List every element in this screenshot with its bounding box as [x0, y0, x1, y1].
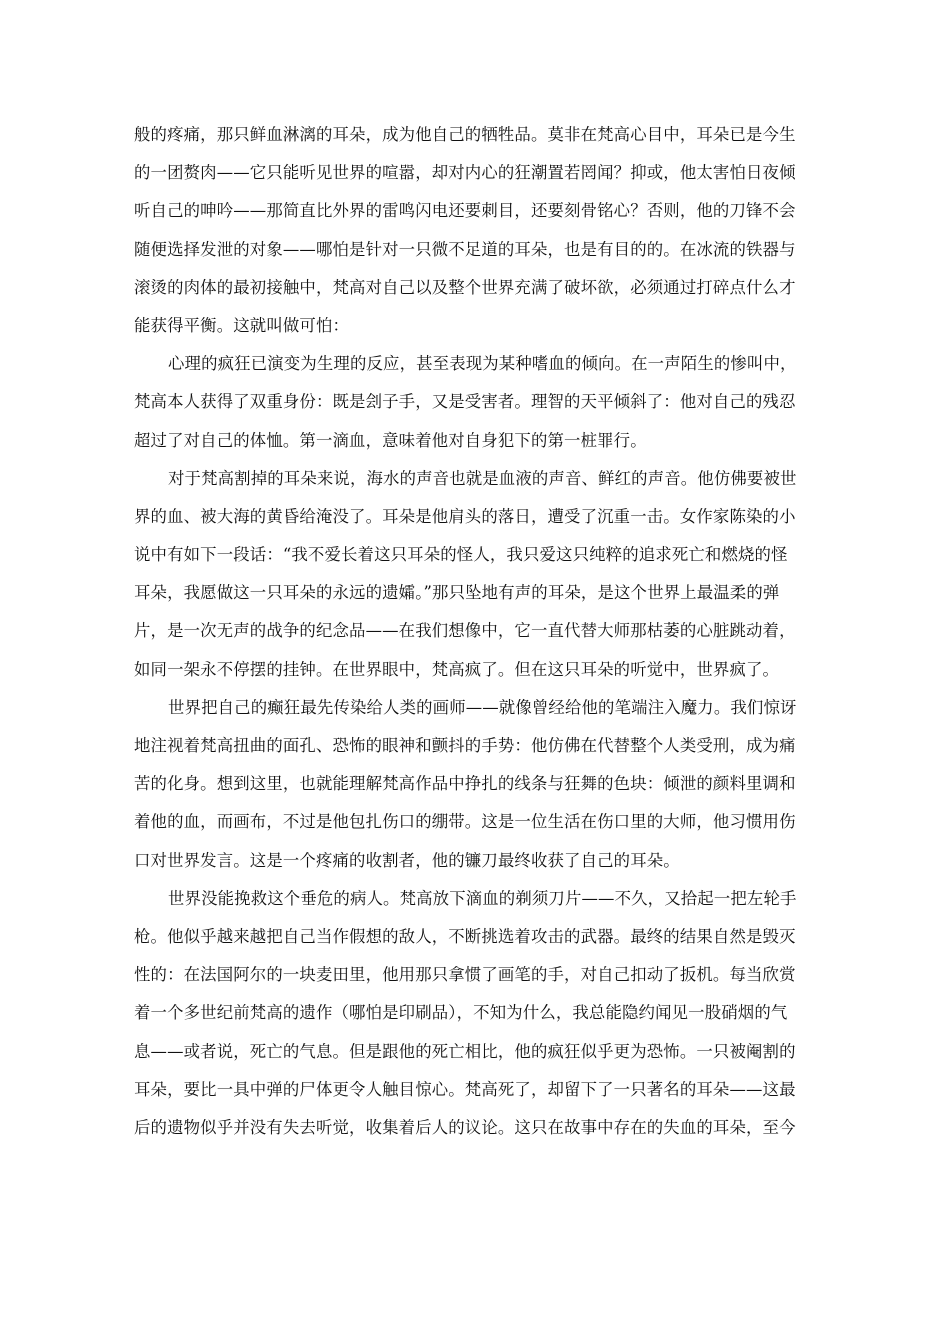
text-line: 口对世界发言。这是一个疼痛的收割者，他的镰刀最终收获了自己的耳朵。	[134, 850, 680, 870]
text-line: 耳朵，我愿做这一只耳朵的永远的遗孀。”那只坠地有声的耳朵，是这个世界上最温柔的弹	[134, 583, 780, 603]
text-line: 超过了对自己的体恤。第一滴血，意味着他对自身犯下的第一桩罪行。	[134, 430, 647, 450]
text-line: 枪。他似乎越来越把自己当作假想的敌人，不断挑选着攻击的武器。最终的结果自然是毁灭	[134, 926, 796, 946]
text-line: 说中有如下一段话：“我不爱长着这只耳朵的怪人，我只爱这只纯粹的追求死亡和燃烧的怪	[134, 545, 788, 565]
text-line: 性的：在法国阿尔的一块麦田里，他用那只拿惯了画笔的手，对自己扣动了扳机。每当欣赏	[134, 965, 796, 985]
text-line: 地注视着梵高扭曲的面孔、恐怖的眼神和颤抖的手势：他仿佛在代替整个人类受刑，成为痛	[134, 736, 796, 755]
text-line: 的一团赘肉——它只能听见世界的喧嚣，却对内心的狂潮置若罔闻？抑或，他太害怕日夜倾	[134, 163, 796, 183]
paragraph-first-line: 世界没能挽救这个垂危的病人。梵高放下滴血的剃须刀片——不久，又拾起一把左轮手	[168, 888, 797, 908]
text-line: 着一个多世纪前梵高的遗作（哪怕是印刷品），不知为什么，我总能隐约闻见一股硝烟的气	[134, 1003, 788, 1023]
text-line: 随便选择发泄的对象——哪怕是针对一只微不足道的耳朵，也是有目的的。在冰流的铁器与	[134, 239, 796, 259]
body-text	[134, 116, 820, 1147]
text-line: 着他的血，而画布，不过是他包扎伤口的绷带。这是一位生活在伤口里的大师，他习惯用伤	[134, 812, 796, 832]
text-line: 能获得平衡。这就叫做可怕：	[134, 315, 350, 335]
text-line: 如同一架永不停摆的挂钟。在世界眼中，梵高疯了。但在这只耳朵的听觉中，世界疯了。	[134, 659, 780, 679]
text-line: 梵高本人获得了双重身份：既是刽子手，又是受害者。理智的天平倾斜了：他对自己的残忍	[134, 392, 796, 412]
text-line: 听自己的呻吟——那简直比外界的雷鸣闪电还要刺目，还要刻骨铭心？否则，他的刀锋不会	[134, 201, 796, 221]
text-line: 耳朵，要比一具中弹的尸体更令人触目惊心。梵高死了，却留下了一只著名的耳朵——这最	[134, 1079, 796, 1099]
paragraph-first-line: 心理的疯狂已演变为生理的反应，甚至表现为某种嗜血的倾向。在一声陌生的惨叫中，	[168, 354, 797, 374]
paragraph-first-line: 世界把自己的癫狂最先传染给人类的画师——就像曾经给他的笔端注入魔力。我们惊讶	[168, 697, 797, 717]
text-line: 般的疼痛，那只鲜血淋漓的耳朵，成为他自己的牺牲品。莫非在梵高心目中，耳朵已是今生	[134, 125, 796, 144]
text-line: 片，是一次无声的战争的纪念品——在我们想像中，它一直代替大师那枯萎的心脏跳动着，	[134, 621, 796, 641]
text-line: 苦的化身。想到这里，也就能理解梵高作品中挣扎的线条与狂舞的色块：倾泄的颜料里调和	[134, 774, 796, 794]
text-line: 界的血、被大海的黄昏给淹没了。耳朵是他肩头的落日，遭受了沉重一击。女作家陈染的小	[134, 506, 796, 526]
text-line: 息——或者说，死亡的气息。但是跟他的死亡相比，他的疯狂似乎更为恐怖。一只被阉割的	[134, 1041, 796, 1061]
text-line: 滚烫的肉体的最初接触中，梵高对自己以及整个世界充满了破坏欲，必须通过打碎点什么才	[134, 277, 796, 297]
text-line: 后的遗物似乎并没有失去听觉，收集着后人的议论。这只在故事中存在的失血的耳朵，至今	[134, 1117, 796, 1137]
paragraph-first-line: 对于梵高割掉的耳朵来说，海水的声音也就是血液的声音、鲜红的声音。他仿佛要被世	[168, 468, 797, 488]
